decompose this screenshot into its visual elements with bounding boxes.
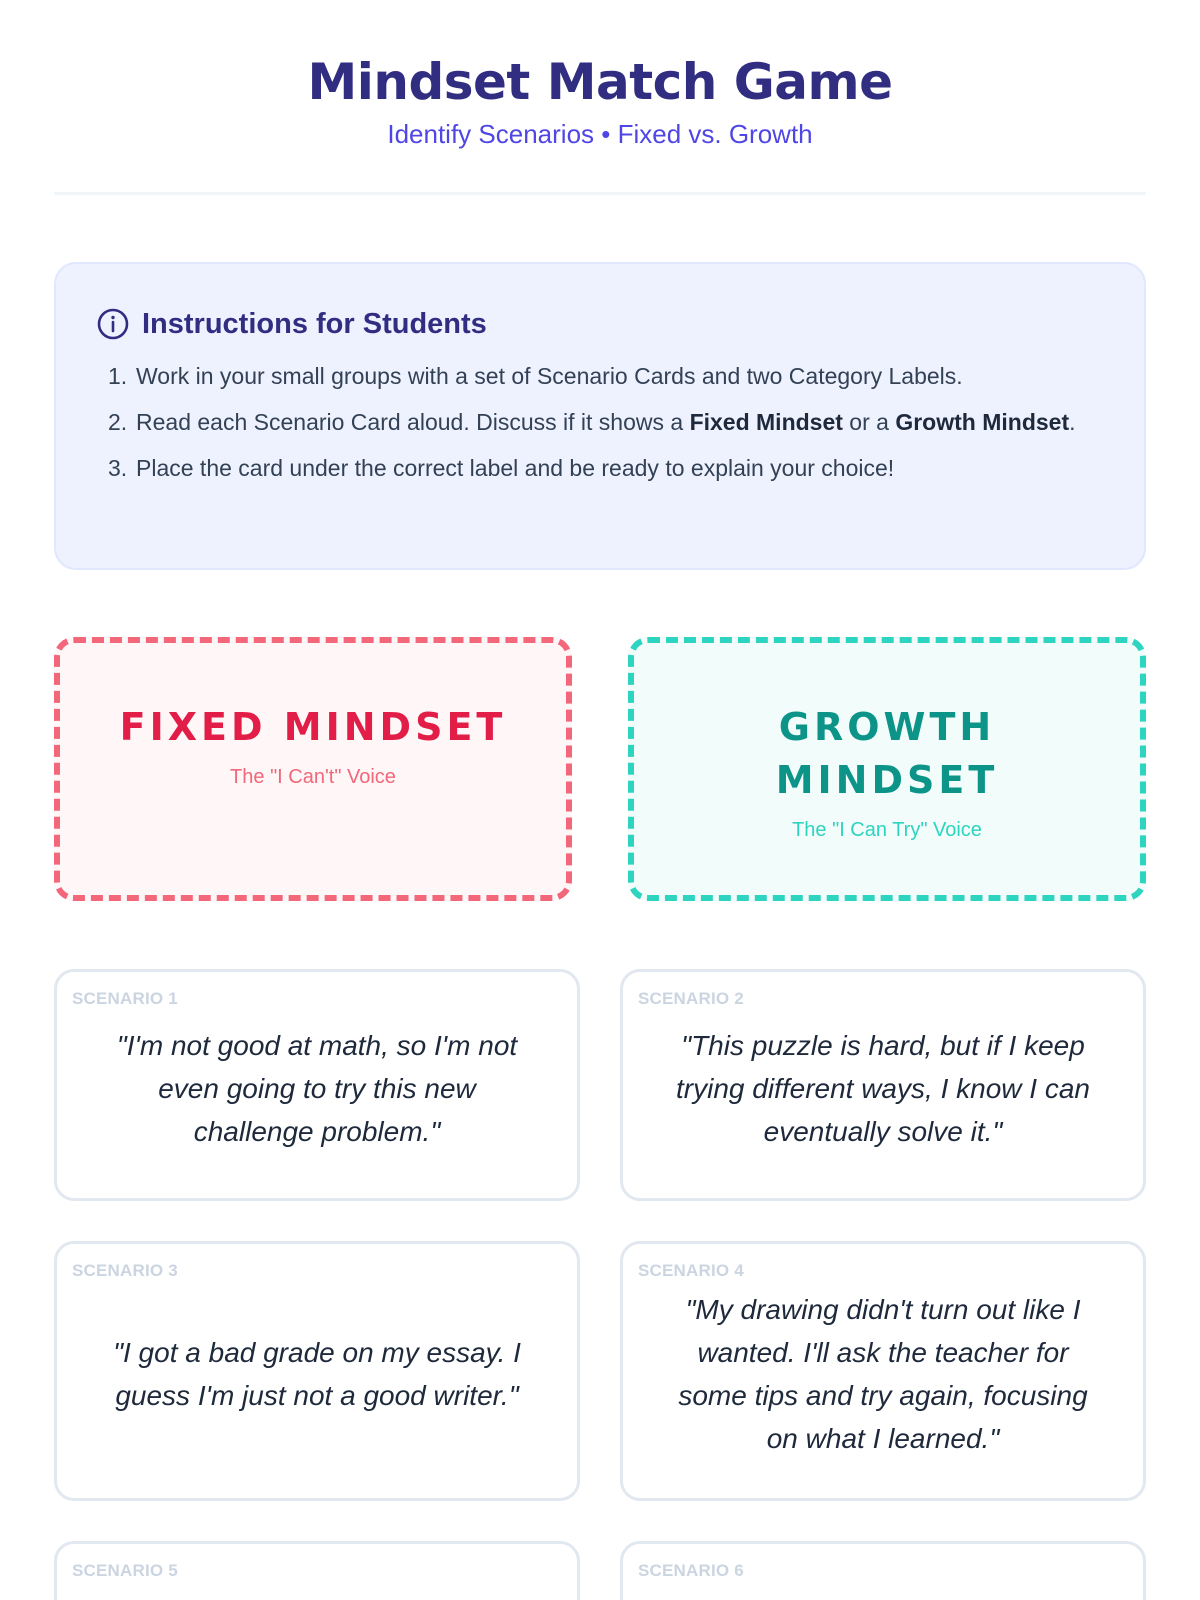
instructions-title: Instructions for Students — [142, 307, 487, 340]
growth-mindset-term: Growth Mindset — [895, 409, 1070, 435]
scenario-card-3[interactable] — [54, 1241, 580, 1501]
scenario-card-5[interactable] — [54, 1541, 580, 1600]
page-title: Mindset Match Game — [307, 53, 893, 111]
instruction-number: 2. — [108, 409, 128, 435]
growth-mindset-title: GROWTH MINDSET — [775, 705, 999, 802]
instruction-item — [108, 360, 1104, 393]
instructions-panel — [54, 262, 1146, 570]
instruction-item — [108, 406, 1104, 439]
scenario-label: SCENARIO 1 — [72, 989, 178, 1008]
scenario-label: SCENARIO 2 — [638, 989, 744, 1008]
instruction-text: Read each Scenario Card aloud. Discuss if it shows a Fixed Mindset or a Growth Mindset. — [136, 409, 1076, 435]
scenario-label: SCENARIO 3 — [72, 1261, 178, 1280]
scenario-cards — [54, 969, 1146, 1600]
scenario-card-1[interactable] — [54, 969, 580, 1201]
scenario-label: SCENARIO 5 — [72, 1561, 178, 1580]
fixed-mindset-subtitle: The "I Can't" Voice — [230, 766, 396, 788]
scenario-card-2[interactable] — [620, 969, 1146, 1201]
scenario-text: "My drawing didn't turn out like I wanted. I'll ask the teacher for some tips and try again, focusing on what I learned." — [678, 1294, 1088, 1454]
instruction-text: Work in your small groups with a set of Scenario Cards and two Category Labels. — [136, 363, 963, 389]
instructions-header — [96, 304, 1104, 344]
category-labels — [54, 637, 1146, 901]
info-icon — [96, 307, 130, 341]
page-header — [54, 0, 1146, 195]
instruction-number: 3. — [108, 455, 128, 481]
scenario-text: "I'm not good at math, so I'm not even going to try this new challenge problem." — [116, 1029, 518, 1147]
fixed-mindset-title: FIXED MINDSET — [119, 705, 507, 749]
scenario-card-6[interactable] — [620, 1541, 1146, 1600]
instruction-item — [108, 452, 1104, 485]
fixed-mindset-term: Fixed Mindset — [689, 409, 843, 435]
fixed-mindset-dropzone[interactable] — [54, 637, 572, 901]
scenario-label: SCENARIO 6 — [638, 1561, 744, 1580]
growth-mindset-dropzone[interactable] — [628, 637, 1146, 901]
instruction-number: 1. — [108, 363, 128, 389]
scenario-text: "This puzzle is hard, but if I keep trying different ways, I know I can eventually solve it." — [676, 1029, 1090, 1147]
growth-mindset-subtitle: The "I Can Try" Voice — [792, 819, 982, 841]
instructions-list — [96, 360, 1104, 485]
scenario-card-4[interactable] — [620, 1241, 1146, 1501]
scenario-label: SCENARIO 4 — [638, 1261, 744, 1280]
scenario-text: "I got a bad grade on my essay. I guess I'm just not a good writer." — [113, 1337, 521, 1411]
page-subtitle: Identify Scenarios • Fixed vs. Growth — [387, 119, 813, 149]
instruction-text: Place the card under the correct label and be ready to explain your choice! — [136, 455, 895, 481]
